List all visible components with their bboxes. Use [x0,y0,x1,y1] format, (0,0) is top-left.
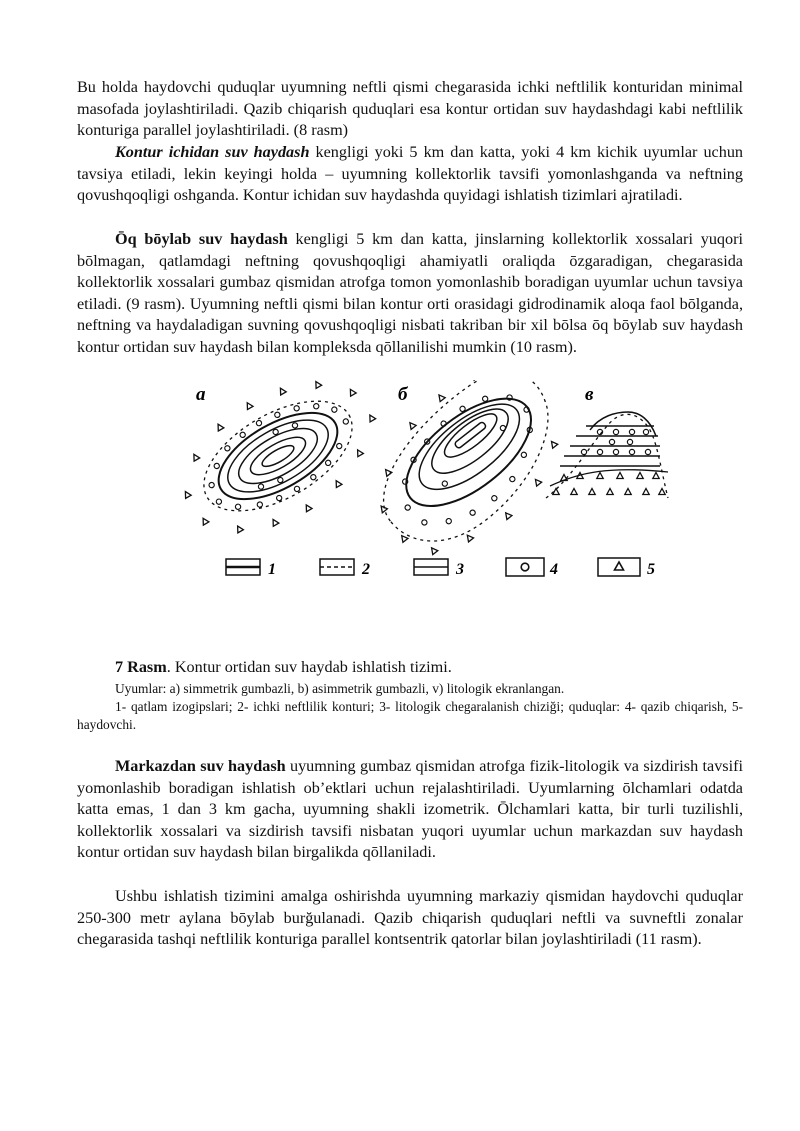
paragraph-3-text: kengligi 5 km dan katta, jinslarning kollektorlik xossalari yuqori bōlmagan, qatlamdagi neftning qovushqoqligi ahamiyatli oraliqda ōzgaradigan, chegarasida kollektorlik xossalari gumbaz qismidan atrofga tomon yomonlashib boradigan uyumlar uchun tavsiya etiladi. (9 rasm). Uyumning neftli qismi bilan kontur orti orasidagi gidrodinamik aloqa faol bōlganda, neftning va haydaladigan suvning qovushqoqligi nisbati takriban bir xil bōlsa ōq bōylab suv haydash kontur ortidan suv haydash bilan kompleksda qōllanilishi mumkin (10 rasm). [77,230,743,356]
term-markazdan: Markazdan suv haydash [115,757,286,775]
legend-3-lithologic-line [414,559,464,578]
svg-text:4: 4 [550,561,558,578]
svg-text:5: 5 [647,561,655,578]
legend-1-isohypses [226,559,276,578]
paragraph-5: Ushbu ishlatish tizimini amalga oshirishda uyumning markaziy qismidan haydovchi quduqlar 250-300 metr aylana bōylab burğulanadi. Qazib chiqarish quduqlari neftli va suvneftli zonalar chegarasida tashqi neftlilik konturiga parallel kontsentrik qatorlar bilan joylashtiriladi (11 rasm). [77,887,743,949]
term-oq-boylab: Ōq bōylab suv haydash [115,230,288,248]
paragraph-1: Bu holda haydovchi quduqlar uyumning neftli qismi chegarasida ichki neftlilik konturidan minimal masofada joylashtiriladi. Qazib chiqarish quduqlari esa kontur ortidan suv haydashdagi kabi neftlilik konturiga parallel joylashtiriladi. (8 rasm) [77,78,743,140]
legend-4-production-well [506,558,558,578]
legend-5-injection-well [598,558,655,578]
figure-caption-line-2: 1- qatlam izogipslari; 2- ichki neftlilik konturi; 3- litologik chegaralanish chiziği; quduqlar: 4- qazib chiqarish, 5- haydovchi. [77,699,743,732]
figure-caption-text: . Kontur ortidan suv haydab ishlatish tizimi. [166,658,452,676]
figure-legend [226,558,655,578]
paragraph-2-text: kengligi yoki 5 km dan katta, yoki 4 km kichik uyumlar uchun tavsiya etiladi, lekin keyingi holda – uyumning kollektorlik tavsifi yomonlashganda va neftning qovushqoqligi oshganda. Kontur ichidan suv haydashda quyidagi ishlatish tizimlari ajratiladi. [77,143,744,205]
svg-text:3: 3 [456,561,464,578]
panel-v-lithologic-screened [546,412,668,498]
paragraph-2 [77,142,743,207]
term-kontur-ichidan: Kontur ichidan suv haydash [115,143,310,161]
panel-label-b: б [398,384,408,405]
paragraph-4 [77,756,743,864]
panel-b-production-wells [377,380,561,547]
paragraph-3 [77,229,743,359]
panel-a-symmetric-dome [160,380,399,561]
panel-label-v: в [585,384,594,405]
svg-text:2: 2 [362,561,370,578]
panel-v-production-wells [581,429,650,454]
paragraph-4-text: uyumning gumbaz qismidan atrofga fizik-litologik va sizdirish tavsifi yomonlashib boradigan ishlatish ob’ektlari uchun rejalashtiriladi. Uyumlarning ōlchamlari odatda katta emas, 1 dan 3 km gacha, uyumning shakli izometrik. Ōlchamlari katta, bir turli tuzilishli, kollektorlik xossalari va sizdirish tavsifi nisbatan yuqori uyumlar uchun markazdan suv haydash kontur ortidan suv haydash bilan birgalikda qōllaniladi. [77,757,743,862]
panel-b-asymmetric-dome [345,380,590,579]
figure-caption-line-1: Uyumlar: a) simmetrik gumbazli, b) asimmetrik gumbazli, v) litologik ekranlangan. [115,681,565,696]
figure-7 [160,380,680,610]
figure-caption-title [115,657,452,678]
panel-label-a: a [196,384,206,405]
svg-text:1: 1 [268,561,276,578]
legend-2-inner-oil-contour [320,559,370,578]
figure-number: 7 Rasm [115,658,167,676]
panel-a-injection-wells [160,380,399,561]
panel-v-injection-wells [553,473,665,495]
